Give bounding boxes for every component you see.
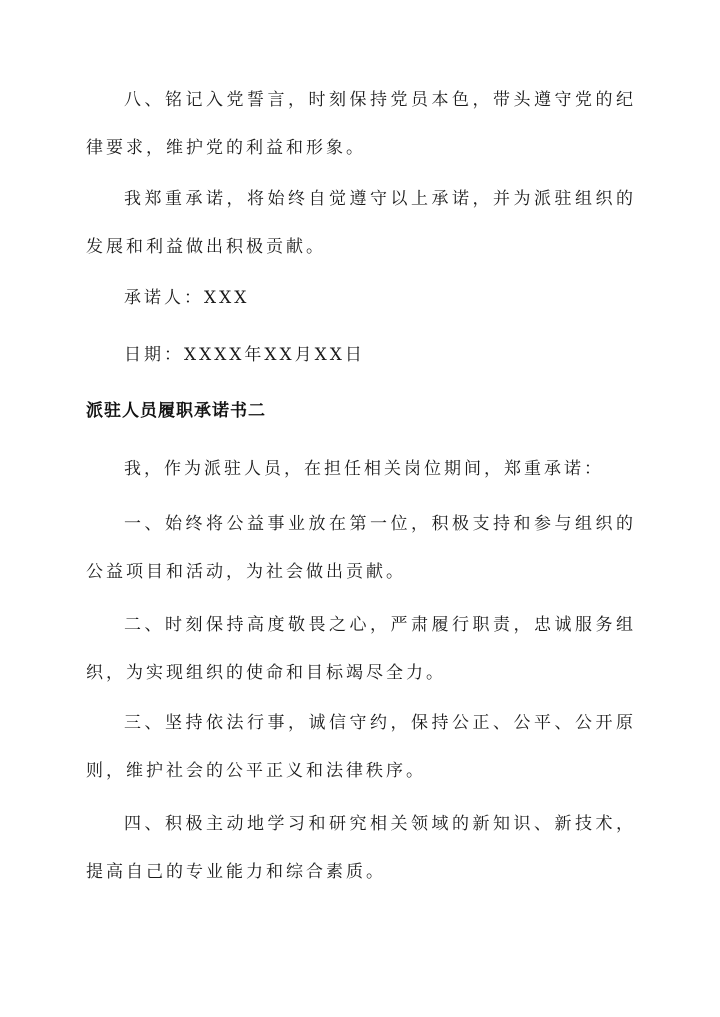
- paragraph-item-eight: 八、铭记入党誓言，时刻保持党员本色，带头遵守党的纪律要求，维护党的利益和形象。: [86, 90, 636, 158]
- section-heading: 派驻人员履职承诺书二: [86, 401, 266, 421]
- paragraph-item-two: 二、时刻保持高度敬畏之心，严肃履行职责，忠诚服务组织，为实现组织的使命和目标竭尽全力。: [86, 615, 636, 683]
- paragraph-intro: 我，作为派驻人员，在担任相关岗位期间，郑重承诺：: [124, 459, 604, 479]
- pledger-line: 承诺人：XXX: [124, 288, 250, 308]
- paragraph-item-one: 一、始终将公益事业放在第一位，积极支持和参与组织的公益项目和活动，为社会做出贡献。: [86, 514, 636, 582]
- paragraph-pledge-statement: 我郑重承诺，将始终自觉遵守以上承诺，并为派驻组织的发展和利益做出积极贡献。: [86, 189, 636, 257]
- paragraph-item-three: 三、坚持依法行事，诚信守约，保持公正、公平、公开原则，维护社会的公平正义和法律秩序。: [86, 713, 636, 781]
- paragraph-item-four: 四、积极主动地学习和研究相关领域的新知识、新技术，提高自己的专业能力和综合素质。: [86, 814, 636, 882]
- date-line: 日期：XXXX年XX月XX日: [124, 345, 365, 365]
